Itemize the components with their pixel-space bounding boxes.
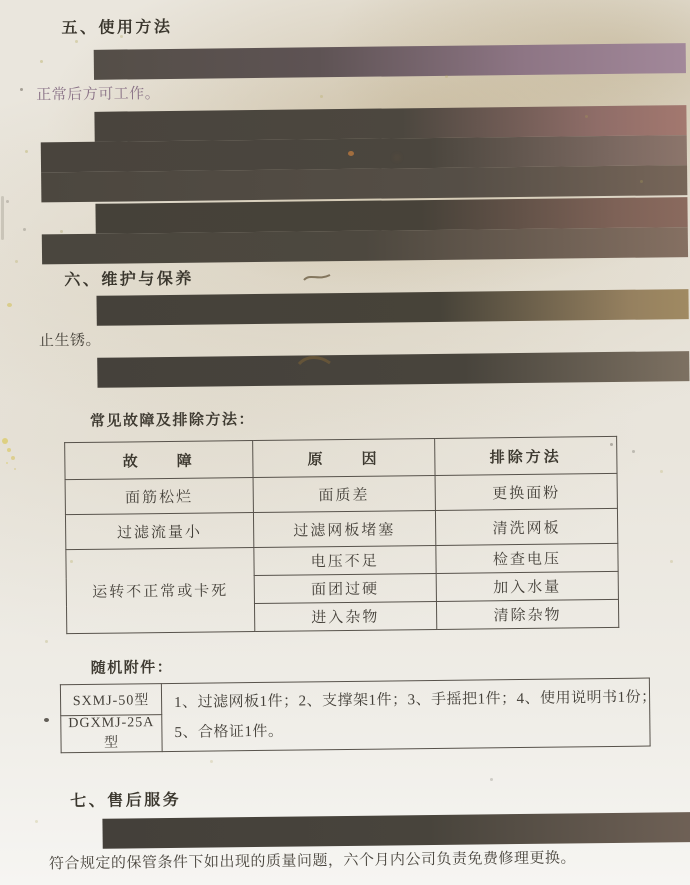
attachments-items-line1: 1、过滤网板1件；2、支撑架1件；3、手摇把1件；4、使用说明书1份； — [174, 688, 657, 711]
attachments-label: 随机附件： — [90, 659, 174, 677]
attachments-row — [60, 678, 649, 716]
fault-cell: 面筋松烂 — [65, 478, 253, 515]
fault-cell-merged: 运转不正常或卡死 — [66, 548, 255, 634]
attachments-items-line2: 5、合格证1件。 — [174, 723, 284, 741]
remedy-cell: 加入水量 — [436, 571, 618, 601]
fault-table-header-cause: 原 因 — [252, 438, 435, 477]
cause-cell: 面质差 — [253, 475, 436, 512]
fault-table-header-remedy: 排除方法 — [434, 436, 617, 475]
maintenance-p2-line1 — [97, 351, 689, 388]
fault-table-header-row — [65, 436, 617, 479]
cause-cell: 面团过硬 — [254, 573, 436, 603]
usage-p1-line2: 正常后方可工作。 — [36, 86, 161, 104]
service-section-heading: 七、售后服务 — [70, 791, 182, 811]
cause-cell: 进入杂物 — [254, 601, 436, 631]
usage-p3-line2 — [42, 227, 688, 264]
model-cell-sxmj50: SXMJ-50型 — [60, 684, 161, 716]
maintenance-p1-line2: 止生锈。 — [38, 332, 102, 350]
model-cell-dgxmj25a: DGXMJ-25A型 — [61, 715, 162, 753]
service-p1-line2: 符合规定的保管条件下如出现的质量问题，六个月内公司负责免费修理更换。 — [48, 850, 576, 873]
cause-cell: 过滤网板堵塞 — [253, 510, 436, 547]
usage-section-heading: 五、使用方法 — [61, 18, 173, 38]
remedy-cell: 检查电压 — [436, 543, 618, 573]
remedy-cell: 清除杂物 — [436, 599, 618, 629]
cause-cell: 电压不足 — [254, 545, 436, 575]
fault-table — [64, 436, 619, 634]
attachments-items-cell — [161, 678, 657, 752]
attachments-table — [60, 678, 657, 754]
fault-cell: 过滤流量小 — [65, 513, 253, 550]
faults-table-label: 常见故障及排除方法： — [89, 412, 256, 430]
maintenance-section-heading: 六、维护与保养 — [64, 270, 194, 290]
remedy-cell: 更换面粉 — [435, 473, 618, 510]
fault-table-header-fault: 故 障 — [65, 441, 253, 480]
remedy-cell: 清洗网板 — [435, 508, 618, 545]
usage-p2-line3 — [41, 165, 687, 202]
